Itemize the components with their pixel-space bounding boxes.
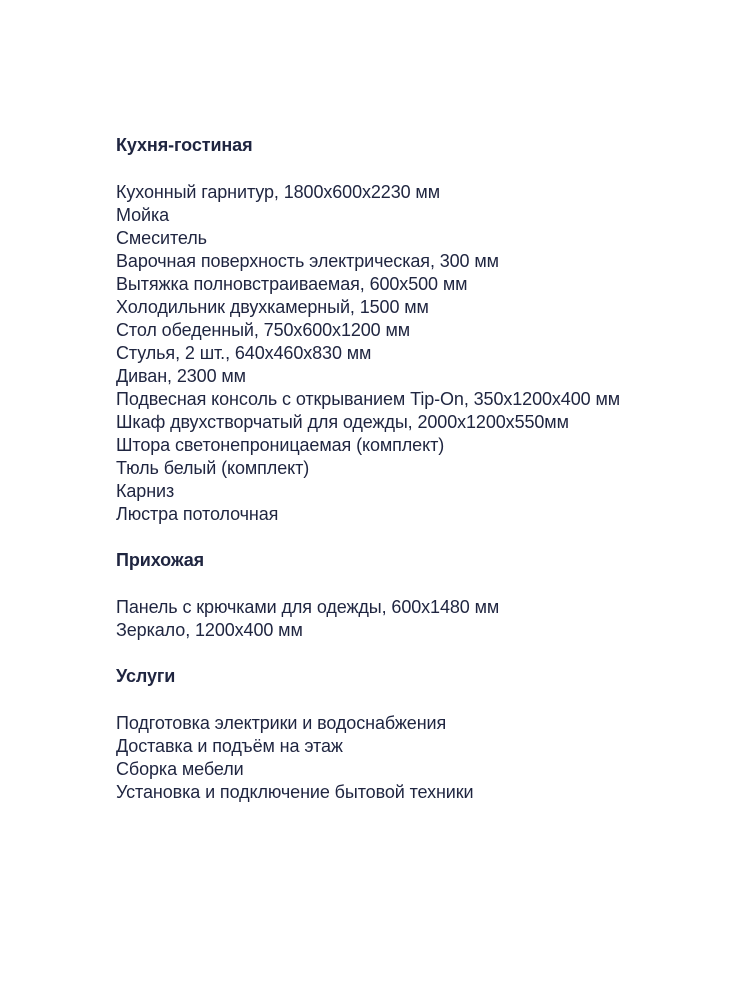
list-item: Подвесная консоль с открыванием Tip-On, 350x1200x400 мм [116,389,620,409]
list-item: Установка и подключение бытовой техники [116,782,474,802]
list-item: Штора светонепроницаемая (комплект) [116,435,445,455]
item-list [116,712,736,804]
list-item: Мойка [116,205,170,225]
list-item: Сборка мебели [116,759,244,779]
list-item: Зеркало, 1200x400 мм [116,620,303,640]
list-item: Варочная поверхность электрическая, 300 мм [116,251,499,271]
section-title: Услуги [116,666,176,686]
section-kitchen-living [116,134,736,526]
list-item: Смеситель [116,228,207,248]
list-item: Вытяжка полновстраиваемая, 600x500 мм [116,274,468,294]
list-item: Подготовка электрики и водоснабжения [116,713,447,733]
document-body [116,134,736,804]
list-item: Люстра потолочная [116,504,279,524]
list-item: Холодильник двухкамерный, 1500 мм [116,297,429,317]
list-item: Шкаф двухстворчатый для одежды, 2000x1200x550мм [116,412,569,432]
list-item: Диван, 2300 мм [116,366,246,386]
list-item: Стол обеденный, 750x600x1200 мм [116,320,411,340]
item-list [116,596,736,642]
section-hallway [116,549,736,642]
section-services [116,665,736,804]
list-item: Тюль белый (комплект) [116,458,310,478]
list-item: Карниз [116,481,175,501]
list-item: Панель с крючками для одежды, 600x1480 мм [116,597,500,617]
list-item: Стулья, 2 шт., 640x460x830 мм [116,343,372,363]
section-title: Прихожая [116,550,205,570]
item-list [116,181,736,526]
list-item: Кухонный гарнитур, 1800x600x2230 мм [116,182,440,202]
section-title: Кухня-гостиная [116,135,253,155]
list-item: Доставка и подъём на этаж [116,736,343,756]
